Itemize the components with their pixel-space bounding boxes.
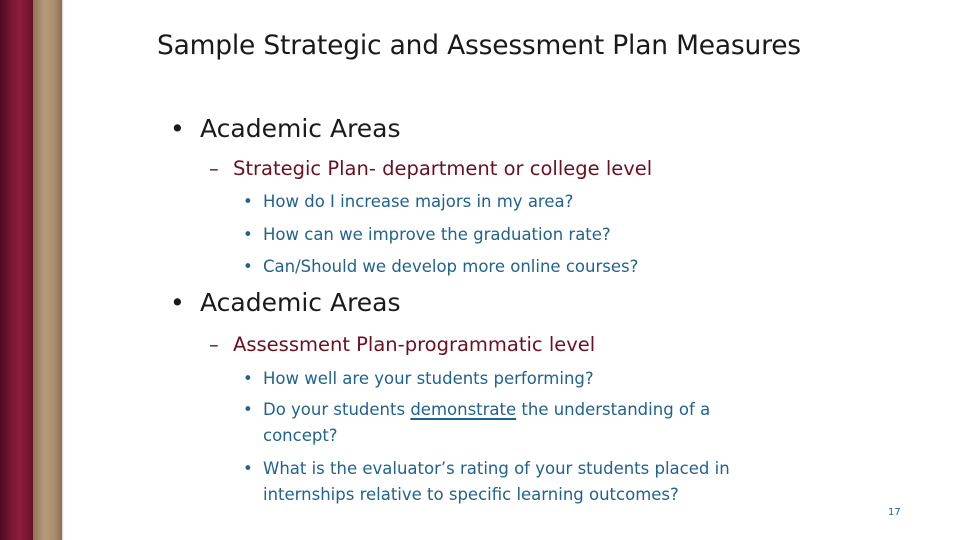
list-item-text: What is the evaluator’s rating of your students placed in internships relative to specific learning outcomes? [263, 459, 730, 504]
list-item [243, 397, 763, 449]
section-heading-2 [170, 288, 401, 317]
bullet-icon: • [243, 459, 253, 478]
page-number: 17 [888, 507, 901, 518]
sidebar-edge [62, 0, 64, 540]
list-item [243, 189, 763, 215]
list-item [243, 254, 763, 280]
bullet-icon: • [243, 257, 253, 276]
item-text-before: Do your students [263, 400, 411, 419]
section-heading-text: Academic Areas [200, 114, 401, 143]
section-heading-1 [170, 114, 401, 143]
bullet-icon: • [243, 369, 253, 388]
sidebar-tan-stripe [33, 0, 62, 540]
list-item-text [263, 397, 763, 449]
dash-icon: – [209, 157, 219, 180]
bullet-icon: • [170, 288, 185, 317]
bullet-icon: • [170, 114, 185, 143]
subheading-text: Assessment Plan-programmatic level [233, 333, 596, 356]
section-subheading-1 [209, 157, 652, 180]
subheading-text: Strategic Plan- department or college level [233, 157, 653, 180]
bullet-icon: • [243, 400, 253, 419]
list-item [243, 366, 763, 392]
slide-title: Sample Strategic and Assessment Plan Measures [157, 30, 801, 61]
section-heading-text: Academic Areas [200, 288, 401, 317]
item-text-after: the understanding of a concept? [263, 400, 711, 445]
section-subheading-2 [209, 333, 595, 356]
sidebar-maroon-stripe [0, 0, 33, 540]
list-item [243, 456, 763, 508]
bullet-icon: • [243, 192, 253, 211]
list-item-text: How do I increase majors in my area? [263, 192, 574, 211]
underlined-word: demonstrate [410, 400, 517, 419]
bullet-icon: • [243, 225, 253, 244]
list-item-text: How well are your students performing? [263, 369, 594, 388]
list-item-text: Can/Should we develop more online courses? [263, 257, 639, 276]
list-item [243, 222, 763, 248]
list-item-text: How can we improve the graduation rate? [263, 225, 611, 244]
dash-icon: – [209, 333, 219, 356]
